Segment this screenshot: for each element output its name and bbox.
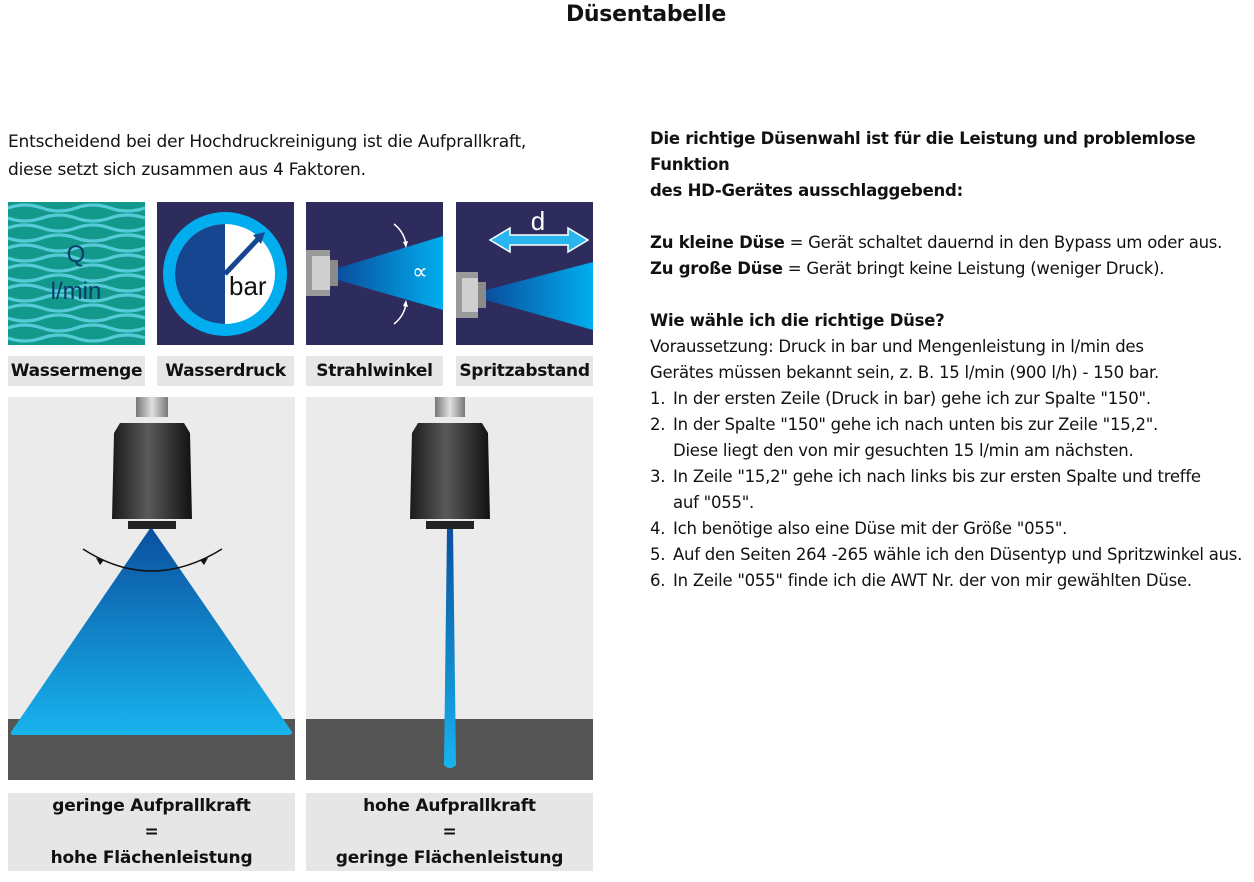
caption-narrow-jet (306, 793, 593, 871)
small-nozzle-text: = Gerät schaltet dauernd in den Bypass um oder aus. (784, 233, 1223, 252)
heading-line-2: des HD-Gerätes ausschlaggebend: (650, 181, 963, 200)
question-heading: Wie wähle ich die richtige Düse? (650, 311, 945, 330)
step-item: 3. In Zeile "15,2" gehe ich nach links bis zur ersten Spalte und treffe (650, 467, 1201, 486)
prereq-line-1: Voraussetzung: Druck in bar und Mengenleistung in l/min des (650, 337, 1144, 356)
label-wassermenge: Wassermenge (8, 356, 145, 386)
caption-wide-spray (8, 793, 295, 871)
intro-line-1: Entscheidend bei der Hochdruckreinigung ist die Aufprallkraft, (8, 132, 527, 152)
narrow-jet-illustration (306, 397, 593, 780)
caption-wide-line-1: geringe Aufprallkraft (52, 796, 251, 816)
pressure-gauge-icon (157, 202, 294, 345)
caption-wide-line-2: = (144, 822, 159, 842)
label-strahlwinkel: Strahlwinkel (306, 356, 443, 386)
label-spritzabstand: Spritzabstand (456, 356, 593, 386)
step-item: 5. Auf den Seiten 264 -265 wähle ich den Düsentyp und Spritzwinkel aus. (650, 545, 1243, 564)
step-item: 1. In der ersten Zeile (Druck in bar) gehe ich zur Spalte "150". (650, 389, 1151, 408)
large-nozzle-note (650, 256, 1250, 282)
steps-list (650, 386, 1250, 594)
instructions (650, 126, 1250, 594)
caption-narrow-line-2: = (442, 822, 457, 842)
spray-angle-icon (306, 202, 443, 345)
wide-spray-illustration (8, 397, 295, 780)
step-item-continued: auf "055". (673, 493, 755, 512)
wassermenge-unit: l/min (50, 278, 102, 305)
step-item: 2. In der Spalte "150" gehe ich nach unten bis zur Zeile "15,2". (650, 415, 1159, 434)
strahlwinkel-symbol: ∝ (412, 260, 428, 285)
step-item-continued: Diese liegt den von mir gesuchten 15 l/min am nächsten. (673, 441, 1134, 460)
heading-line-1: Die richtige Düsenwahl ist für die Leistung und problemlose Funktion (650, 129, 1196, 174)
intro-line-2: diese setzt sich zusammen aus 4 Faktoren. (8, 160, 366, 180)
large-nozzle-label: Zu große Düse (650, 259, 783, 278)
spritzabstand-symbol: d (530, 206, 546, 236)
small-nozzle-note (650, 230, 1250, 256)
page-title: Düsentabelle (565, 2, 727, 27)
wasserdruck-unit: bar (229, 271, 267, 301)
prereq-line-2: Gerätes müssen bekannt sein, z. B. 15 l/min (900 l/h) - 150 bar. (650, 363, 1159, 382)
small-nozzle-label: Zu kleine Düse (650, 233, 785, 252)
caption-narrow-line-1: hohe Aufprallkraft (363, 796, 536, 816)
spray-distance-icon (456, 202, 593, 345)
water-wave-icon (8, 202, 145, 345)
caption-narrow-line-3: geringe Flächenleistung (335, 848, 564, 868)
intro-text (8, 128, 608, 184)
large-nozzle-text: = Gerät bringt keine Leistung (weniger Druck). (782, 259, 1165, 278)
step-item: 6. In Zeile "055" finde ich die AWT Nr. der von mir gewählten Düse. (650, 571, 1192, 590)
wassermenge-symbol: Q (66, 241, 86, 268)
step-item: 4. Ich benötige also eine Düse mit der Größe "055". (650, 519, 1068, 538)
caption-wide-line-3: hohe Flächenleistung (50, 848, 253, 868)
label-wasserdruck: Wasserdruck (157, 356, 294, 386)
